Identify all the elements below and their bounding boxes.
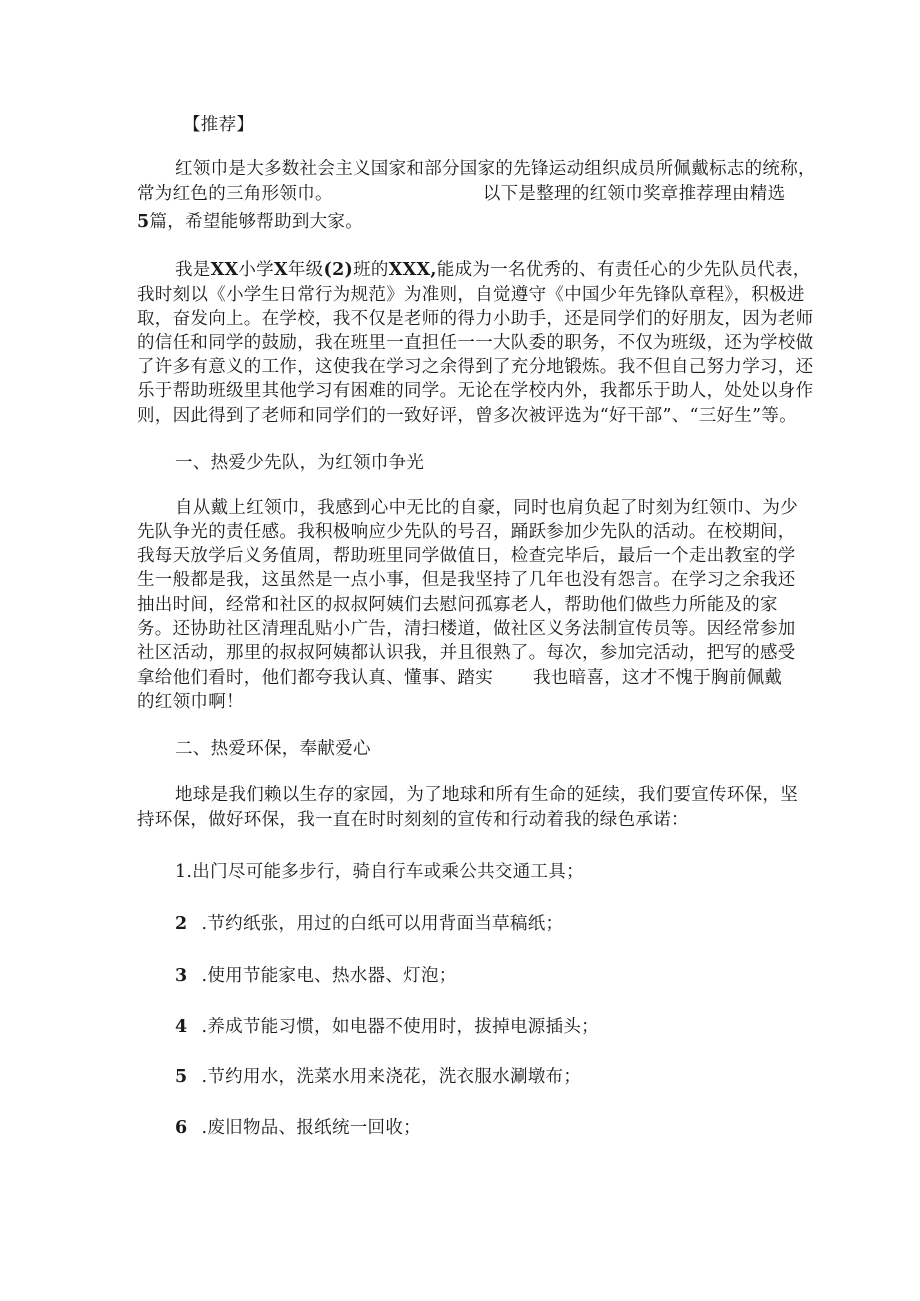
section-1-title: 一、热爱少先队，为红领巾争光 — [175, 453, 425, 473]
p1-line-3: 取，奋发向上。在学校，我不仅是老师的得力小助手，还是同学们的好朋友，因为老师 — [137, 309, 814, 329]
s1-line-1: 自从戴上红领巾，我感到心中无比的自豪，同时也肩负起了时刻为红领巾、为少 — [175, 498, 798, 518]
p1-line-1: 我是XX小学X年级(2)班的XXX,能成为一名优秀的、有责任心的少先队员代表， — [175, 260, 811, 280]
pledge-item-5: 5 .节约用水，洗菜水用来浇花，洗衣服水涮墩布； — [175, 1067, 582, 1087]
pledge-item-4: 4 .养成节能习惯，如电器不使用时，拔掉电源插头； — [175, 1017, 599, 1037]
intro-line-1: 红领巾是大多数社会主义国家和部分国家的先锋运动组织成员所佩戴标志的统称， — [175, 159, 816, 179]
p1-line-5: 了许多有意义的工作，这使我在学习之余得到了充分地锻炼。我不但自己努力学习，还 — [137, 357, 814, 377]
recommend-tag: 【推荐】 — [183, 115, 255, 135]
p1-line-7: 则，因此得到了老师和同学们的一致好评，曾多次被评选为“好干部”、“三好生”等。 — [137, 406, 797, 426]
s1-line-2: 先队争光的责任感。我积极响应少先队的号召，踊跃参加少先队的活动。在校期间， — [137, 522, 796, 542]
s1-line-5: 抽出时间，经常和社区的叔叔阿姨们去慰问孤寡老人，帮助他们做些力所能及的家 — [137, 595, 778, 615]
pledge-item-6: 6 .废旧物品、报纸统一回收； — [175, 1118, 421, 1138]
intro-line-3: 5篇，希望能够帮助到大家。 — [137, 212, 364, 232]
p1-line-4: 的信任和同学的鼓励，我在班里一直担任一一大队委的职务，不仅为班级，还为学校做 — [137, 333, 814, 353]
intro-line-2a: 常为红色的三角形领巾。 — [137, 184, 333, 204]
s1-line-3: 我每天放学后义务值周，帮助班里同学做值日，检查完毕后，最后一个走出教室的学 — [137, 546, 796, 566]
p1-line-6: 乐于帮助班级里其他学习有困难的同学。无论在学校内外，我都乐于助人，处处以身作 — [137, 381, 814, 401]
section-2-title: 二、热爱环保，奉献爱心 — [175, 739, 371, 759]
s2-line-2: 持环保，做好环保，我一直在时时刻刻的宣传和行动着我的绿色承诺： — [137, 810, 689, 830]
s2-line-1: 地球是我们赖以生存的家园，为了地球和所有生命的延续，我们要宣传环保，坚 — [175, 785, 798, 805]
intro-line-2 — [137, 183, 785, 205]
s1-line-6: 务。还协助社区清理乱贴小广告，清扫楼道，做社区义务法制宣传员等。因经常参加 — [137, 619, 796, 639]
s1-line-9: 的红领巾啊！ — [137, 692, 244, 712]
pledge-item-3: 3 .使用节能家电、热水器、灯泡； — [175, 966, 457, 986]
article-count: 5 — [137, 212, 150, 232]
s1-line-4: 生一般都是我，这虽然是一点小事，但是我坚持了几年也没有怨言。在学习之余我还 — [137, 570, 796, 590]
pledge-item-1: 1.出门尽可能多步行，骑自行车或乘公共交通工具； — [175, 862, 584, 882]
p1-line-2: 我时刻以《小学生日常行为规范》为准则，自觉遵守《中国少年先锋队章程》，积极进 — [137, 285, 805, 305]
s1-line-8: 拿给他们看时，他们都夸我认真、懂事、踏实 我也暗喜，这才不愧于胸前佩戴 — [137, 668, 783, 688]
pledge-item-2: 2 .节约纸张，用过的白纸可以用背面当草稿纸； — [175, 914, 564, 934]
s1-line-7: 社区活动，那里的叔叔阿姨都认识我，并且很熟了。每次，参加完活动，把写的感受 — [137, 643, 796, 663]
intro-line-2b: 以下是整理的红领巾奖章推荐理由精选 — [482, 184, 786, 204]
